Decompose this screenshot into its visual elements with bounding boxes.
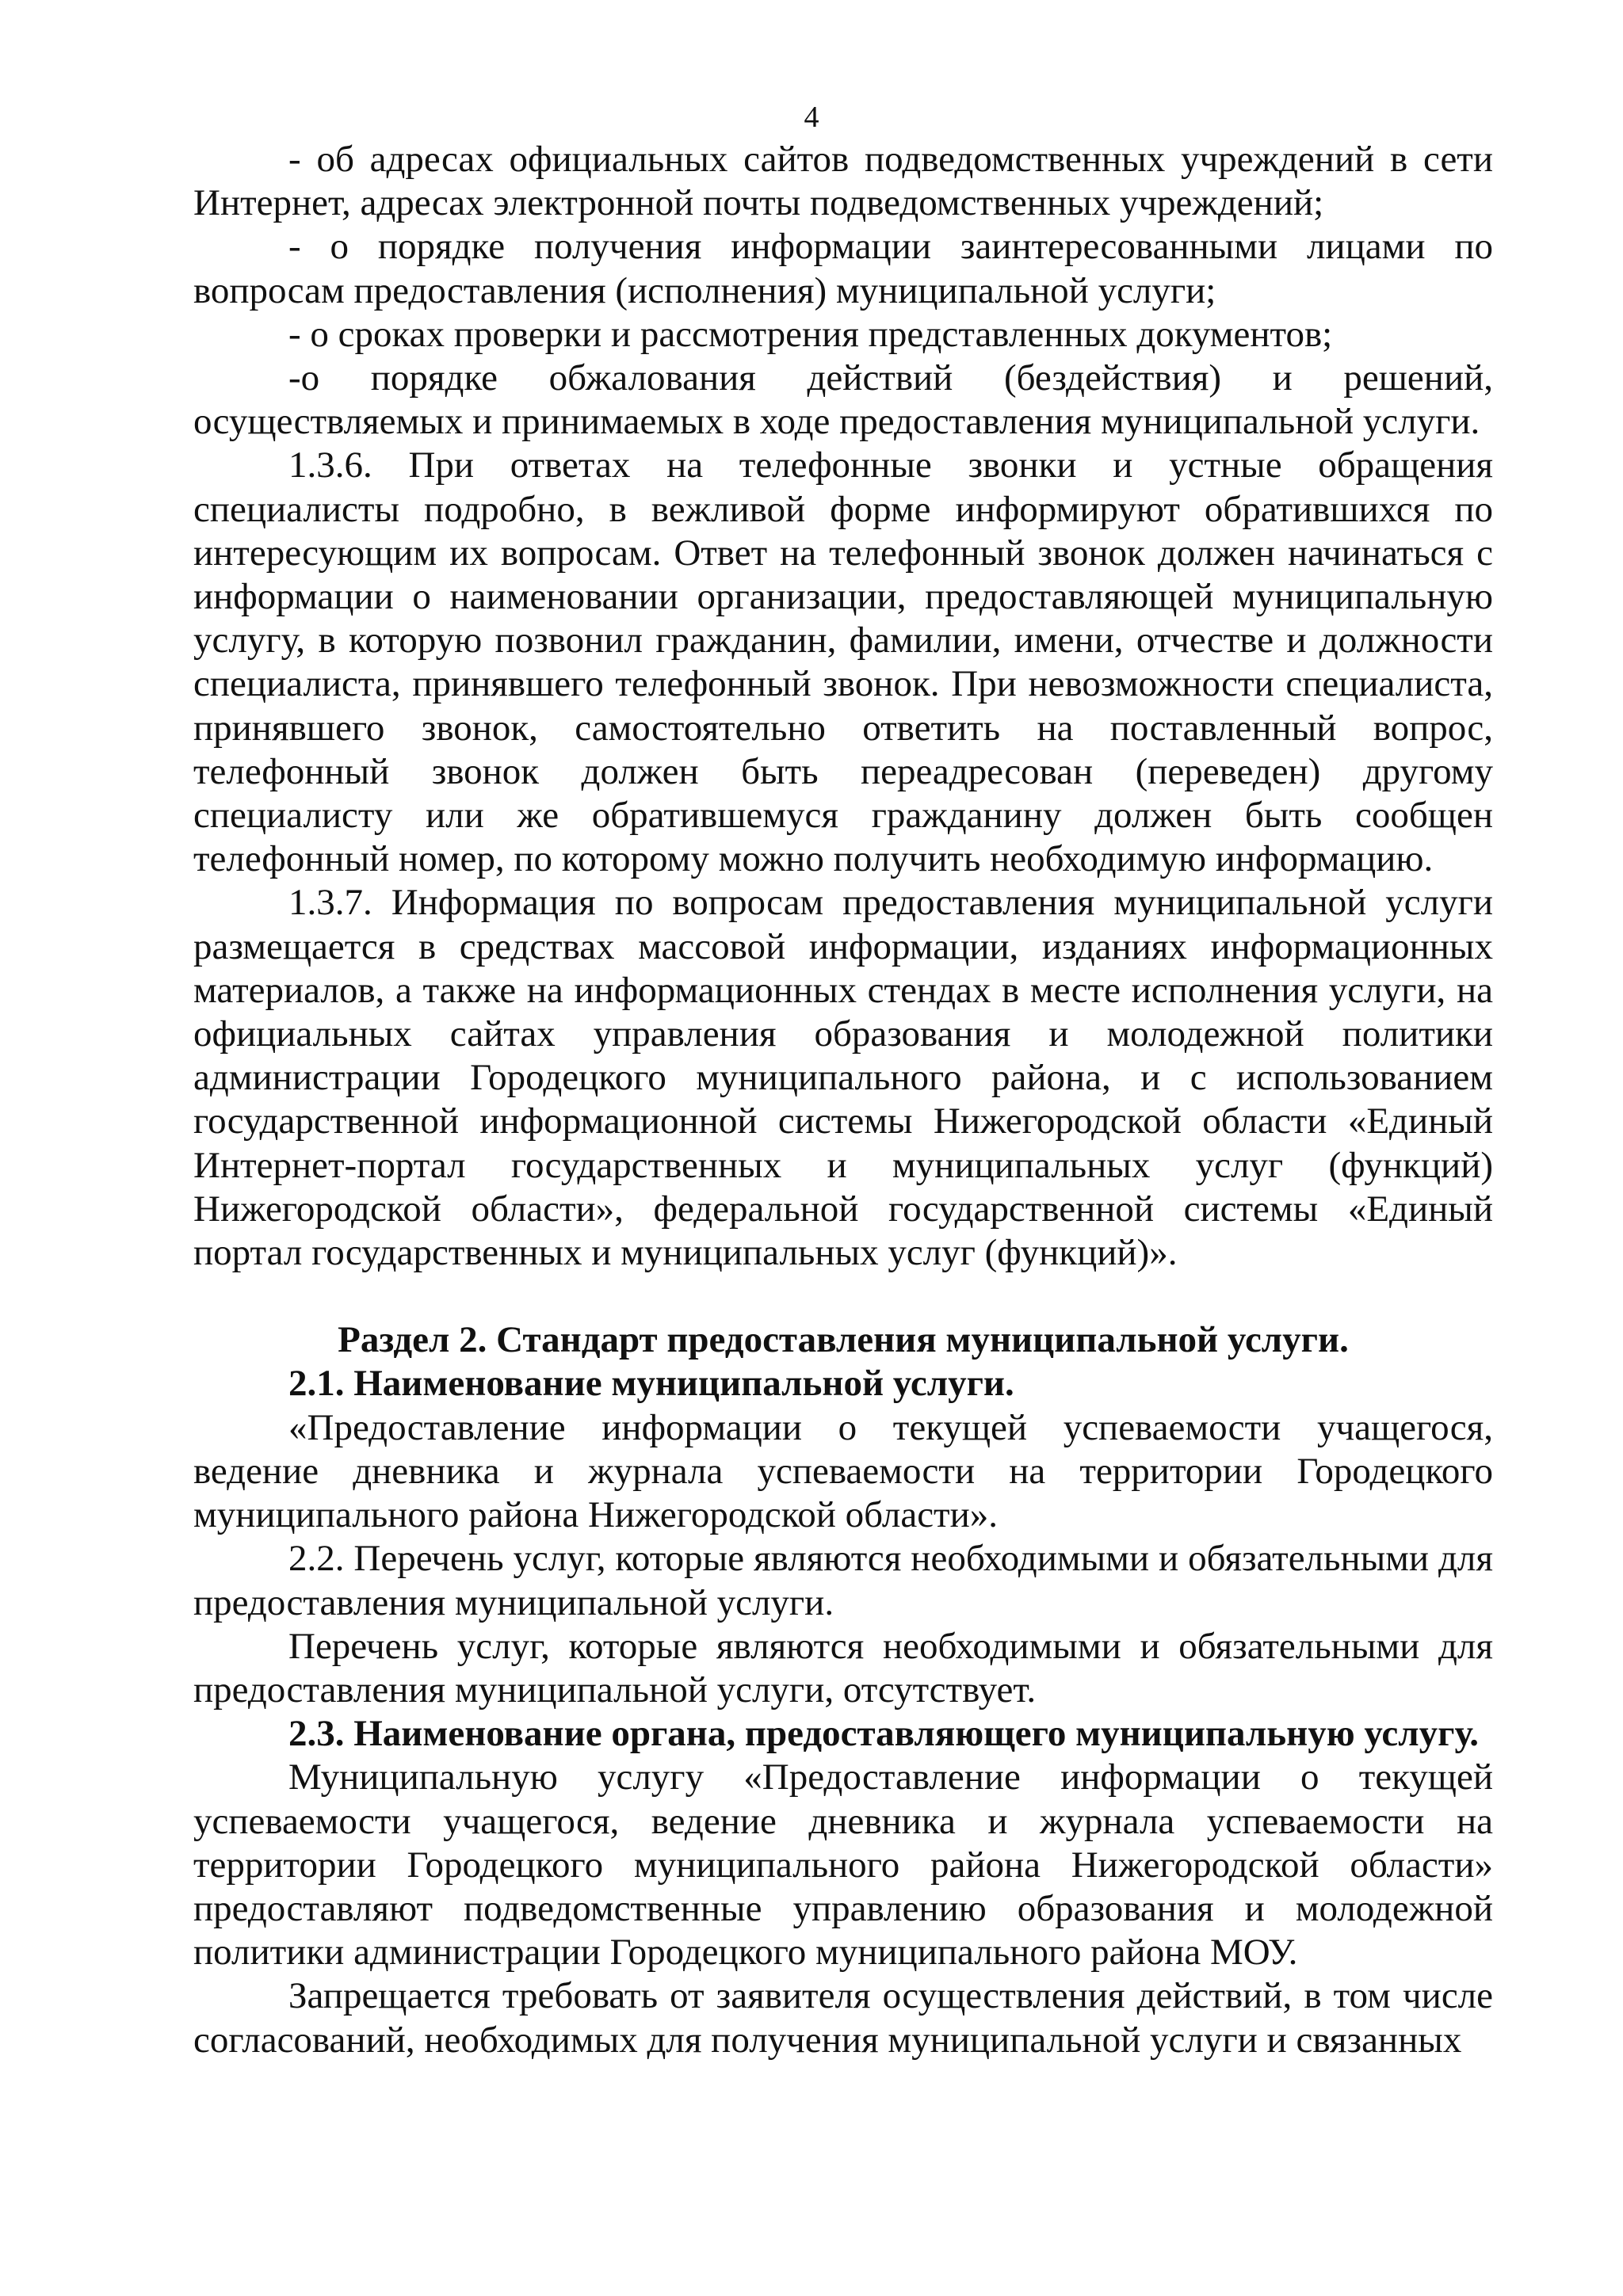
paragraph-2-1: «Предоставление информации о текущей успеваемости учащегося, ведение дневника и журнала успеваемости на территории Городецкого муниципального района Нижегородской области». — [193, 1406, 1493, 1536]
paragraph-2-3: Муниципальную услугу «Предоставление информации о текущей успеваемости учащегося, ведение дневника и журнала успеваемости на территории Городецкого муниципального района Нижегородской области» предоставляют подведомственные управлению образования и молодежной политики администрации Городецкого муниципального района МОУ. — [193, 1756, 1493, 1974]
heading-2-1: 2.1. Наименование муниципальной услуги. — [288, 1363, 1014, 1405]
heading-2-3: 2.3. Наименование органа, предоставляющего муниципальную услугу. — [288, 1713, 1480, 1755]
paragraph-1-3-7: 1.3.7. Информация по вопросам предоставления муниципальной услуги размещается в средствах массовой информации, изданиях информационных материалов, а также на информационных стендах в месте исполнения услуги, на официальных сайтах управления образования и молодежной политики администрации Городецкого муниципального района, и с использованием государственной информационной системы Нижегородской области «Единый Интернет-портал государственных и муниципальных услуг (функций) Нижегородской области», федеральной государственной системы «Единый портал государственных и муниципальных услуг (функций)». — [193, 882, 1493, 1274]
section-gap — [193, 1275, 1493, 1318]
paragraph-2-2: 2.2. Перечень услуг, которые являются необходимыми и обязательными для предоставления муниципальной услуги. — [193, 1538, 1493, 1623]
paragraph-2-3-b: Запрещается требовать от заявителя осуществления действий, в том числе согласований, необходимых для получения муниципальной услуги и связанных — [193, 1975, 1493, 2061]
paragraph-info-procedure: - о порядке получения информации заинтересованными лицами по вопросам предоставления (исполнения) муниципальной услуги; — [193, 226, 1493, 311]
paragraph-review-terms: - о сроках проверки и рассмотрения представленных документов; — [288, 313, 1333, 355]
paragraph-websites: - об адресах официальных сайтов подведомственных учреждений в сети Интернет, адресах электронной почты подведомственных учреждений; — [193, 139, 1493, 224]
page-number: 4 — [804, 101, 819, 134]
paragraph-1-3-6: 1.3.6. При ответах на телефонные звонки и устные обращения специалисты подробно, в вежливой форме информируют обратившихся по интересующим их вопросам. Ответ на телефонный звонок должен начинаться с информации о наименовании организации, предоставляющей муниципальную услугу, в которую позвонил гражданин, фамилии, имени, отчестве и должности специалиста, принявшего телефонный звонок. При невозможности специалиста, принявшего звонок, самостоятельно ответить на поставленный вопрос, телефонный звонок должен быть переадресован (переведен) другому специалисту или же обратившемуся гражданину должен быть сообщен телефонный номер, по которому можно получить необходимую информацию. — [193, 444, 1493, 880]
document-body — [193, 138, 1493, 2062]
section-title: Раздел 2. Стандарт предоставления муниципальной услуги. — [338, 1319, 1349, 1361]
paragraph-2-2-b: Перечень услуг, которые являются необходимыми и обязательными для предоставления муниципальной услуги, отсутствует. — [193, 1625, 1493, 1711]
paragraph-appeal-procedure: -о порядке обжалования действий (бездействия) и решений, осуществляемых и принимаемых в ходе предоставления муниципальной услуги. — [193, 357, 1493, 443]
